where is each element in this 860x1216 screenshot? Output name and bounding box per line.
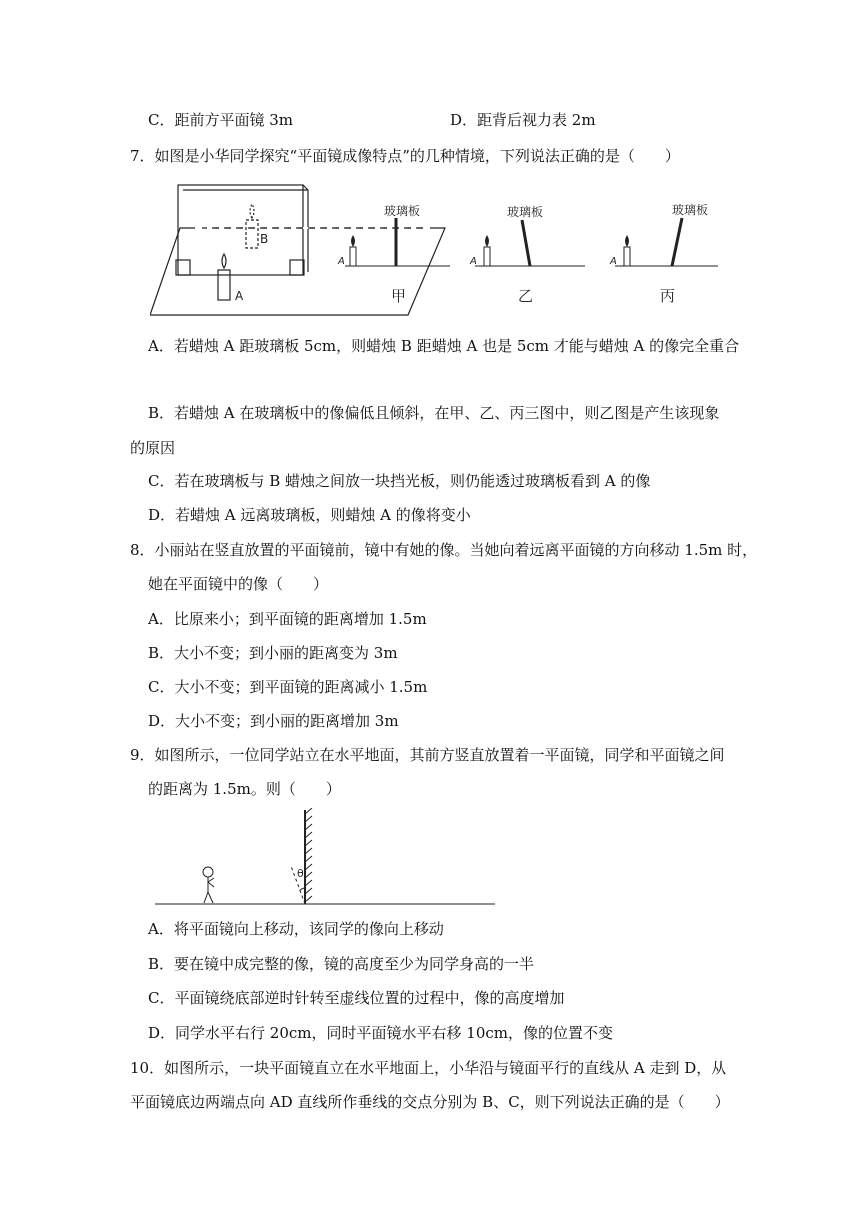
- q9-option-b: B．要在镜中成完整的像，镜的高度至少为同学身高的一半: [148, 955, 535, 973]
- q7-bing-label-a: A: [610, 256, 617, 267]
- q9-option-d: D．同学水平右行 20cm，同时平面镜水平右移 10cm，像的位置不变: [148, 1024, 613, 1042]
- q7-option-a: A．若蜡烛 A 距玻璃板 5cm，则蜡烛 B 距蜡烛 A 也是 5cm 才能与蜡烛 A 的像完全重合: [148, 337, 740, 355]
- q6-option-c: C．距前方平面镜 3m: [148, 111, 294, 129]
- q7-caption-yi: 乙: [518, 287, 534, 305]
- q9-option-c: C．平面镜绕底部逆时针转至虚线位置的过程中，像的高度增加: [148, 989, 565, 1007]
- q8-option-c: C．大小不变；到平面镜的距离减小 1.5m: [148, 678, 428, 696]
- q7-option-d: D．若蜡烛 A 远离玻璃板，则蜡烛 A 的像将变小: [148, 506, 471, 524]
- q9-theta-label: θ: [297, 867, 304, 880]
- q7-diagram-yi: [475, 220, 585, 266]
- q7-diagram-bing: [615, 218, 718, 266]
- q9-figure: [150, 808, 500, 908]
- q8-stem-line1: 8．小丽站在竖直放置的平面镜前，镜中有她的像。当她向着远离平面镜的方向移动 1.5m 时，: [130, 541, 758, 559]
- q9-mirror: [305, 808, 312, 904]
- q7-yi-label-a: A: [470, 256, 477, 267]
- q6-option-d: D．距背后视力表 2m: [450, 111, 596, 129]
- q7-diagram-jia: [345, 218, 450, 266]
- q7-figure: [150, 180, 730, 320]
- q9-option-a: A．将平面镜向上移动，该同学的像向上移动: [148, 920, 444, 938]
- q7-bing-glass-label: 玻璃板: [672, 203, 709, 217]
- q7-stem: 7．如图是小华同学探究“平面镜成像特点”的几种情境，下列说法正确的是（ ）: [130, 147, 680, 165]
- q10-stem-line2: 平面镜底边两端点向 AD 直线所作垂线的交点分别为 B、C，则下列说法正确的是（ ）: [130, 1093, 730, 1111]
- q7-caption-jia: 甲: [391, 287, 407, 305]
- q9-stem-line2: 的距离为 1.5m。则（ ）: [148, 780, 341, 798]
- q8-option-a: A．比原来小；到平面镜的距离增加 1.5m: [148, 610, 427, 628]
- q7-label-a: A: [235, 289, 244, 303]
- q7-option-c: C．若在玻璃板与 B 蜡烛之间放一块挡光板，则仍能透过玻璃板看到 A 的像: [148, 472, 651, 490]
- q10-stem-line1: 10．如图所示，一块平面镜直立在水平地面上，小华沿与镜面平行的直线从 A 走到 D，从: [130, 1059, 727, 1077]
- q7-option-b-line1: B．若蜡烛 A 在玻璃板中的像偏低且倾斜，在甲、乙、丙三图中，则乙图是产生该现象: [148, 404, 720, 422]
- q7-yi-glass-label: 玻璃板: [507, 205, 544, 219]
- q7-jia-glass-label: 玻璃板: [384, 204, 421, 218]
- q8-option-b: B．大小不变；到小丽的距离变为 3m: [148, 644, 398, 662]
- q9-stem-line1: 9．如图所示，一位同学站立在水平地面，其前方竖直放置着一平面镜，同学和平面镜之间: [130, 746, 725, 764]
- q9-student-figure: [203, 867, 214, 903]
- q8-stem-line2: 她在平面镜中的像（ ）: [148, 575, 329, 593]
- q7-label-b: B: [260, 232, 269, 246]
- q7-jia-label-a: A: [338, 256, 345, 267]
- q7-caption-bing: 丙: [660, 287, 676, 305]
- q7-option-b-line2: 的原因: [130, 439, 176, 457]
- q8-option-d: D．大小不变；到小丽的距离增加 3m: [148, 712, 399, 730]
